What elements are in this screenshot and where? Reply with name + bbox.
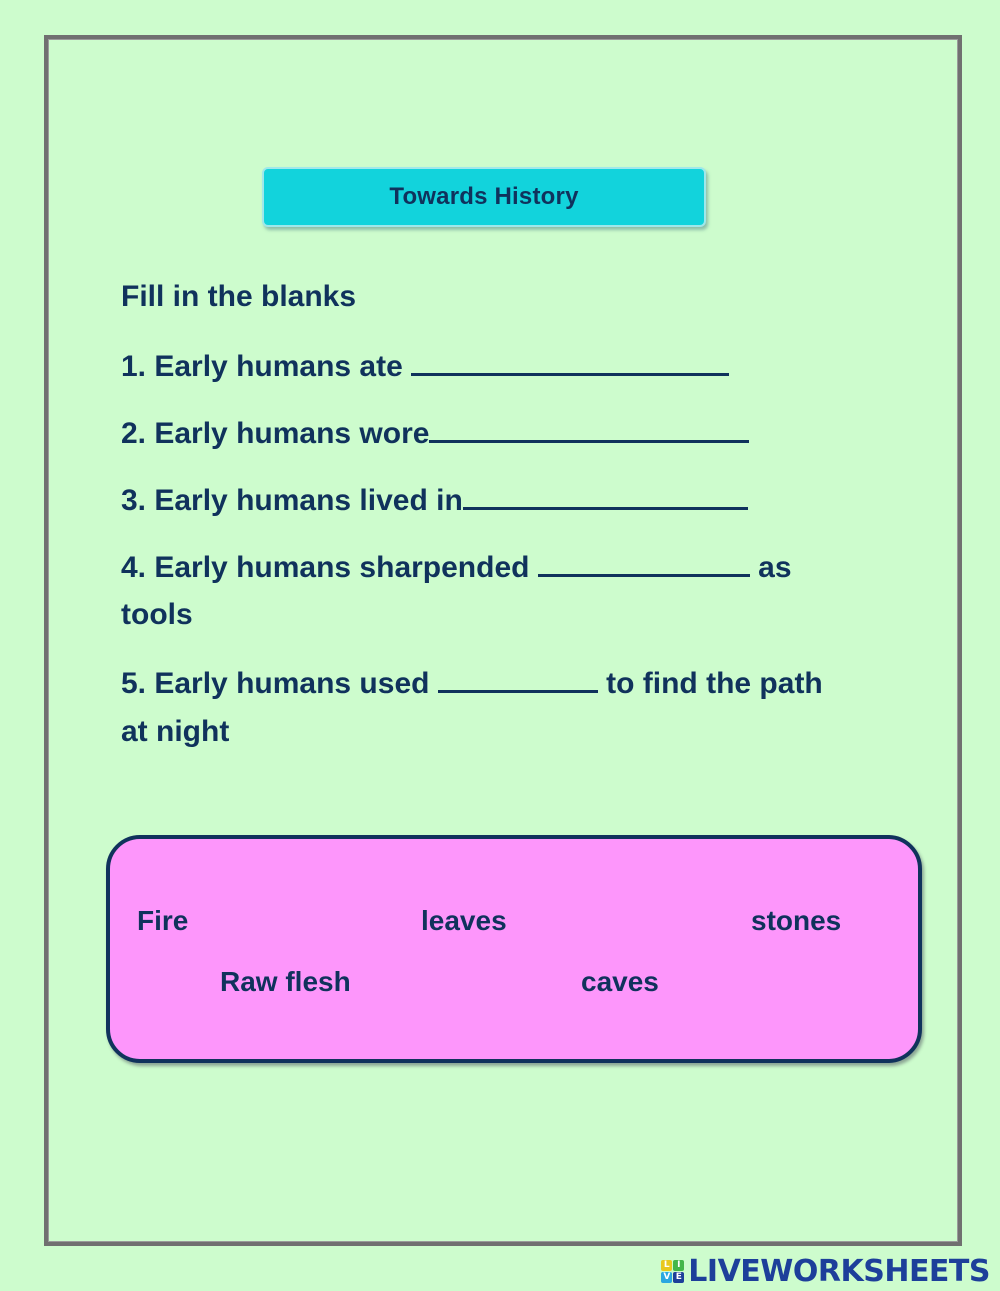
logo-text: LIVEWORKSHEETS [688,1254,990,1289]
title-banner [262,167,706,227]
blank-5[interactable] [438,664,598,693]
question-3-text: 3. Early humans lived in [121,484,463,517]
question-5 [121,664,823,701]
question-2-text: 2. Early humans wore [121,417,430,450]
word-bank [106,835,922,1063]
blank-4[interactable] [538,548,750,577]
question-1-text: 1. Early humans ate [121,350,412,383]
word-bank-item: Raw flesh [220,966,351,997]
blank-2[interactable] [429,414,749,443]
logo-letter: L [661,1260,672,1271]
question-5-text: 5. Early humans used [121,667,438,700]
logo-letter: V [661,1272,672,1283]
blank-1[interactable] [411,347,729,376]
logo-mark-icon [661,1260,684,1283]
liveworksheets-logo [661,1254,990,1289]
question-4-suffix: as [749,551,792,584]
logo-letter: I [673,1260,684,1271]
word-bank-item: Fire [137,905,189,936]
logo-letter: E [673,1272,684,1283]
question-5-continuation: at night [121,715,230,748]
question-5-suffix: to find the path [597,667,823,700]
blank-3[interactable] [463,481,748,510]
question-2 [121,414,749,451]
question-4 [121,548,792,585]
word-bank-item: stones [751,905,842,936]
instructions-heading: Fill in the blanks [121,280,357,313]
word-bank-item: leaves [421,905,507,936]
question-4-continuation: tools [121,598,193,631]
question-4-text: 4. Early humans sharpended [121,551,538,584]
question-3 [121,481,748,518]
question-1 [121,347,729,384]
worksheet-title: Towards History [389,183,579,210]
word-bank-item: caves [581,966,659,997]
